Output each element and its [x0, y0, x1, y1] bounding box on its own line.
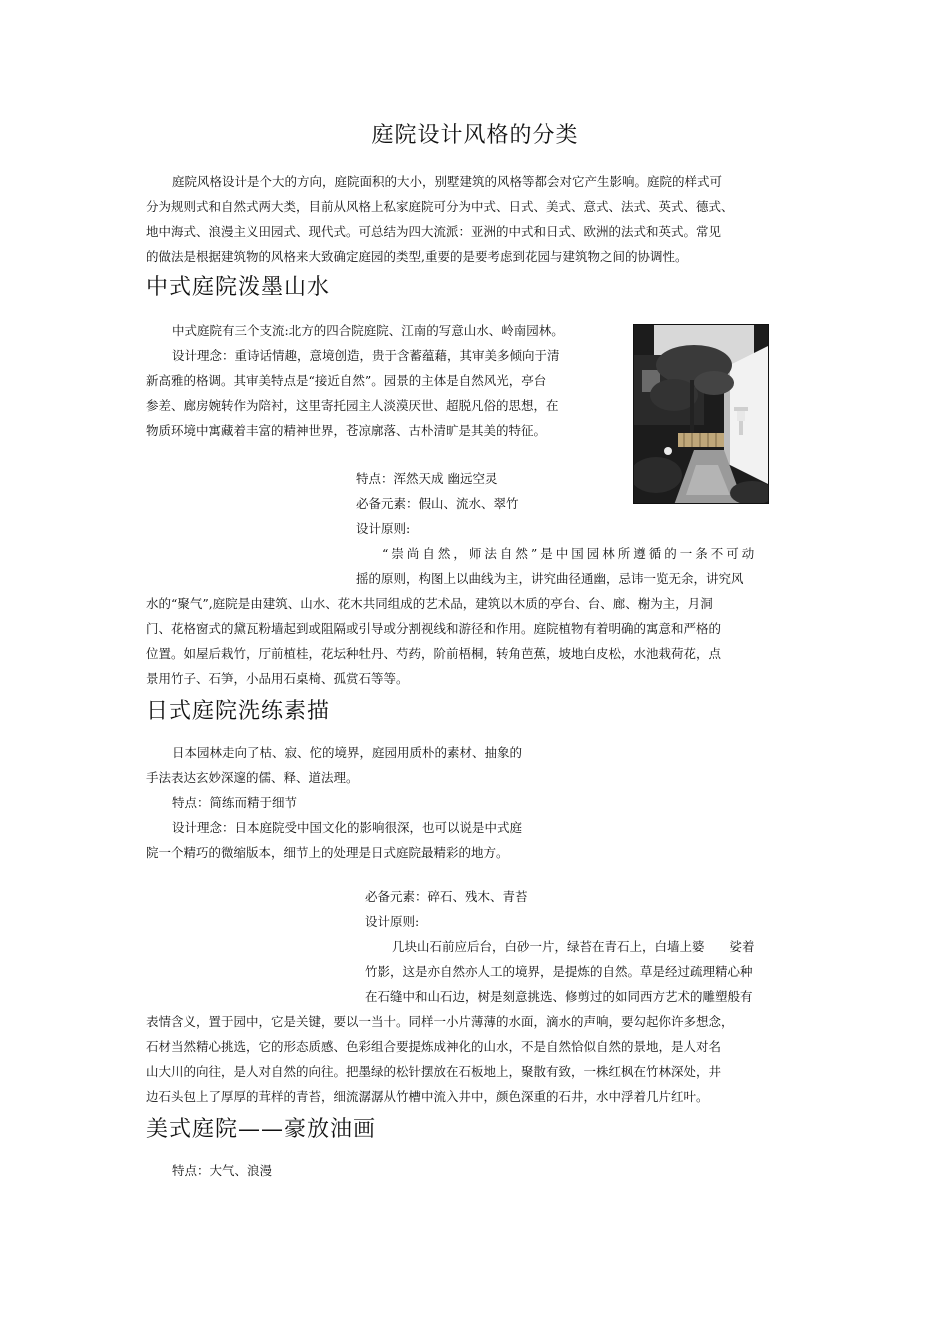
paragraph-line: 边石头包上了厚厚的茸样的青苔，细流潺潺从竹槽中流入井中，颜色深重的石井，水中浮着几片红叶。	[146, 1089, 709, 1104]
section-heading-japanese: 日式庭院洗练素描	[146, 699, 331, 724]
paragraph-line: 山大川的向往，是人对自然的向往。把墨绿的松针摆放在石板地上，聚散有致，一株红枫在竹林深处，井	[146, 1064, 722, 1079]
paragraph-line: 设计理念：日本庭院受中国文化的影响很深，也可以说是中式庭	[172, 820, 523, 835]
principle-label: 设计原则:	[365, 914, 420, 929]
intro-line: 庭院风格设计是个大的方向，庭院面积的大小，别墅建筑的风格等都会对它产生影响。庭院的样式可	[172, 174, 723, 189]
paragraph-line: 竹影，这是亦自然亦人工的境界，是提炼的自然。草是经过疏理精心种	[365, 964, 753, 979]
paragraph-line: 新高雅的格调。其审美特点是“接近自然”。园景的主体是自然风光，亭台	[146, 373, 547, 388]
section-heading-american: 美式庭院——豪放油画	[146, 1117, 377, 1142]
principle-label: 设计原则:	[356, 521, 411, 536]
intro-line: 分为规则式和自然式两大类，目前从风格上私家庭院可分为中式、日式、美式、意式、法式、英式、德式、	[146, 199, 734, 214]
paragraph-line: 中式庭院有三个支流:北方的四合院庭院、江南的写意山水、岭南园林。	[172, 323, 564, 338]
paragraph-line: 景用竹子、石笋，小品用石桌椅、孤赏石等等。	[146, 671, 409, 686]
paragraph-line: 位置。如屋后栽竹，厅前植桂，花坛种牡丹、芍药，阶前梧桐，转角芭蕉，坡地白皮松，水池栽荷花，点	[146, 646, 722, 661]
intro-line: 的做法是根据建筑物的风格来大致确定庭园的类型,重要的是要考虑到花园与建筑物之间的协调性。	[146, 249, 688, 264]
paragraph-line: 石材当然精心挑选，它的形态质感、色彩组合要提炼成神化的山水，不是自然恰似自然的景地，是人对名	[146, 1039, 722, 1054]
paragraph-line: 院一个精巧的微缩版本，细节上的处理是日式庭院最精彩的地方。	[146, 845, 509, 860]
intro-line: 地中海式、浪漫主义田园式、现代式。可总结为四大流派：亚洲的中式和日式、欧洲的法式和英式。常见	[146, 224, 722, 239]
features-line: 特点：浑然天成 幽远空灵	[356, 471, 498, 486]
paragraph-line: 几块山石前应后台，白砂一片，绿苔在青石上，白墙上婆 娑着	[392, 939, 755, 954]
paragraph-line: 设计理念：重诗话情趣，意境创造，贵于含蓄蕴藉，其审美多倾向于清	[172, 348, 560, 363]
features-line: 特点：简练而精于细节	[172, 795, 298, 810]
paragraph-line: 表情含义，置于园中，它是关键，要以一当十。同样一小片薄薄的水面，滴水的声响，要勾起你许多想念，	[146, 1014, 734, 1029]
elements-line: 必备元素：假山、流水、翠竹	[356, 496, 519, 511]
elements-line: 必备元素：碎石、残木、青苔	[365, 889, 528, 904]
paragraph-line: 摇的原则，构图上以曲线为主，讲究曲径通幽，忌讳一览无余，讲究风	[356, 571, 744, 586]
paragraph-line: “崇尚自然，师法自然”是中国园林所遵循的一条不可动	[382, 546, 758, 561]
paragraph-line: 在石缝中和山石边，树是刻意挑选、修剪过的如同西方艺术的雕塑般有	[365, 989, 753, 1004]
paragraph-line: 手法表达玄妙深邃的儒、释、道法理。	[146, 770, 359, 785]
page-title: 庭院设计风格的分类	[371, 123, 579, 148]
paragraph-line: 门、花格窗式的黛瓦粉墙起到或阻隔或引导或分割视线和游径和作用。庭院植物有着明确的寓意和严格的	[146, 621, 722, 636]
paragraph-line: 日本园林走向了枯、寂、佗的境界，庭园用质朴的素材、抽象的	[172, 745, 523, 760]
courtyard-photo	[633, 324, 769, 504]
paragraph-line: 参差、廊房婉转作为陪衬，这里寄托园主人淡漠厌世、超脱凡俗的思想，在	[146, 398, 559, 413]
features-line: 特点：大气、浪漫	[172, 1163, 273, 1178]
paragraph-line: 物质环境中寓藏着丰富的精神世界，苍凉廓落、古朴清旷是其美的特征。	[146, 423, 547, 438]
paragraph-line: 水的“聚气”,庭院是由建筑、山水、花木共同组成的艺术品，建筑以木质的亭台、台、廊、榭为主，月洞	[146, 596, 713, 611]
section-heading-chinese: 中式庭院泼墨山水	[146, 275, 331, 300]
